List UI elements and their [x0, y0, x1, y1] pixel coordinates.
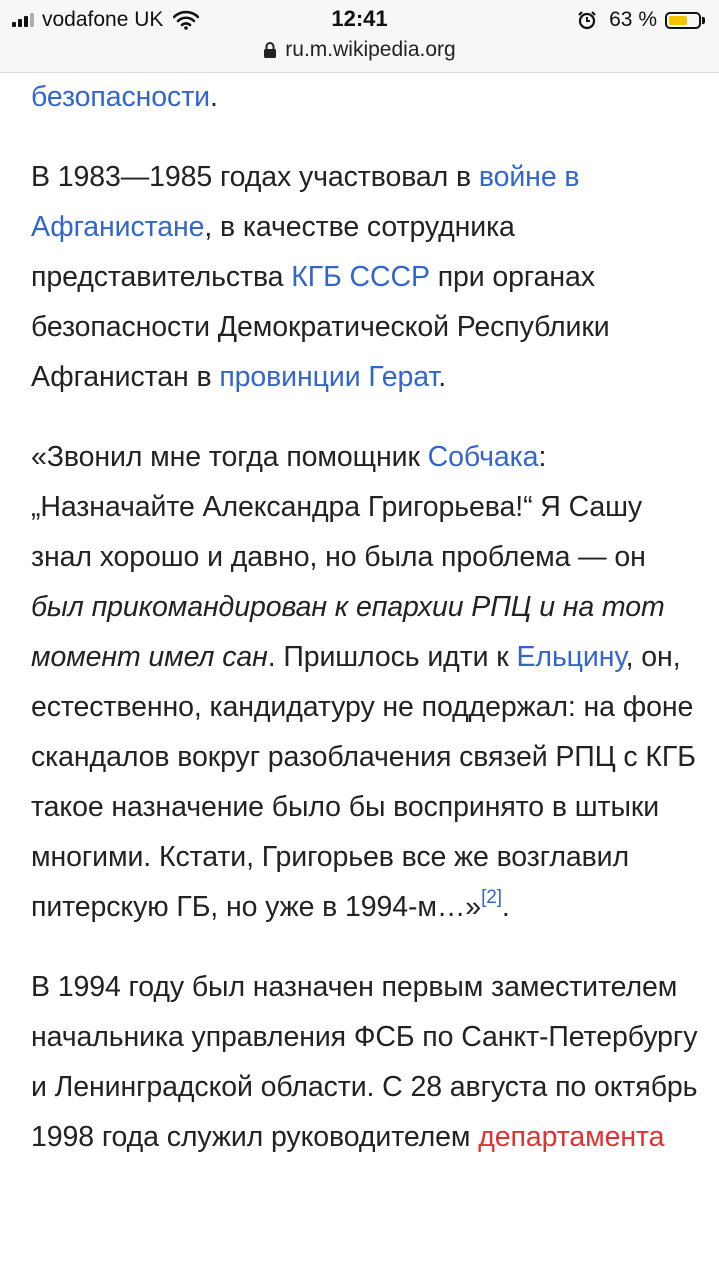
text: В 1983—1985 годах участвовал в — [31, 161, 479, 193]
paragraph — [31, 962, 701, 1162]
paragraph — [31, 72, 701, 122]
link-herat-province[interactable]: провинции Герат — [219, 361, 439, 393]
clock: 12:41 — [331, 6, 388, 31]
italic-text: был прикомандирован к епархии РПЦ и на тот момент имел сан — [31, 591, 665, 673]
link-war-afghanistan[interactable]: войне в Афганистане — [31, 161, 580, 243]
link-yeltsin[interactable]: Ельцину — [516, 641, 626, 673]
battery-area — [577, 8, 705, 32]
text: «Звонил мне тогда помощник — [31, 441, 428, 473]
text: : „Назначайте Александра Григорьева!“ Я Сашу знал хорошо и давно, но была проблема — он — [31, 441, 646, 573]
link-department[interactable]: департамента — [478, 1121, 665, 1153]
text: В 1994 году был назначен первым заместителем начальника управления ФСБ по Санкт-Петербургу и Ленинградской области. С 28 августа по октябрь 1998 года служил руководителем — [31, 971, 698, 1153]
reference-link[interactable]: [2] — [481, 886, 502, 908]
link-bezopasnosti[interactable]: безопасности — [31, 81, 210, 113]
link-kgb-ussr[interactable]: КГБ СССР — [291, 261, 430, 293]
carrier-name: vodafone UK — [42, 8, 164, 31]
text: , он, естественно, кандидатуру не поддержал: на фоне скандалов вокруг разоблачения связей РПЦ с КГБ такое назначение было бы воспринято в штыки многими. Кстати, Григорьев все же возглавил питерскую ГБ, но уже в 1994-м…» — [31, 641, 696, 923]
text: при органах безопасности Демократической Республики Афганистан в — [31, 261, 610, 393]
address-bar[interactable] — [0, 38, 719, 62]
battery-percent: 63 % — [609, 8, 657, 31]
battery-icon — [665, 12, 705, 29]
lock-icon — [263, 41, 277, 59]
paragraph — [31, 152, 701, 402]
quote-paragraph — [31, 432, 701, 932]
text: . — [438, 361, 447, 393]
article-body — [31, 72, 701, 1192]
alarm-icon — [577, 10, 597, 30]
text: , в качестве сотрудника представительства — [31, 211, 515, 293]
text: . — [209, 81, 218, 113]
link-sobchak[interactable]: Собчака — [427, 441, 539, 473]
text: . — [501, 891, 510, 923]
url-text: ru.m.wikipedia.org — [285, 38, 456, 61]
text: . Пришлось идти к — [267, 641, 517, 673]
status-bar — [0, 0, 719, 73]
